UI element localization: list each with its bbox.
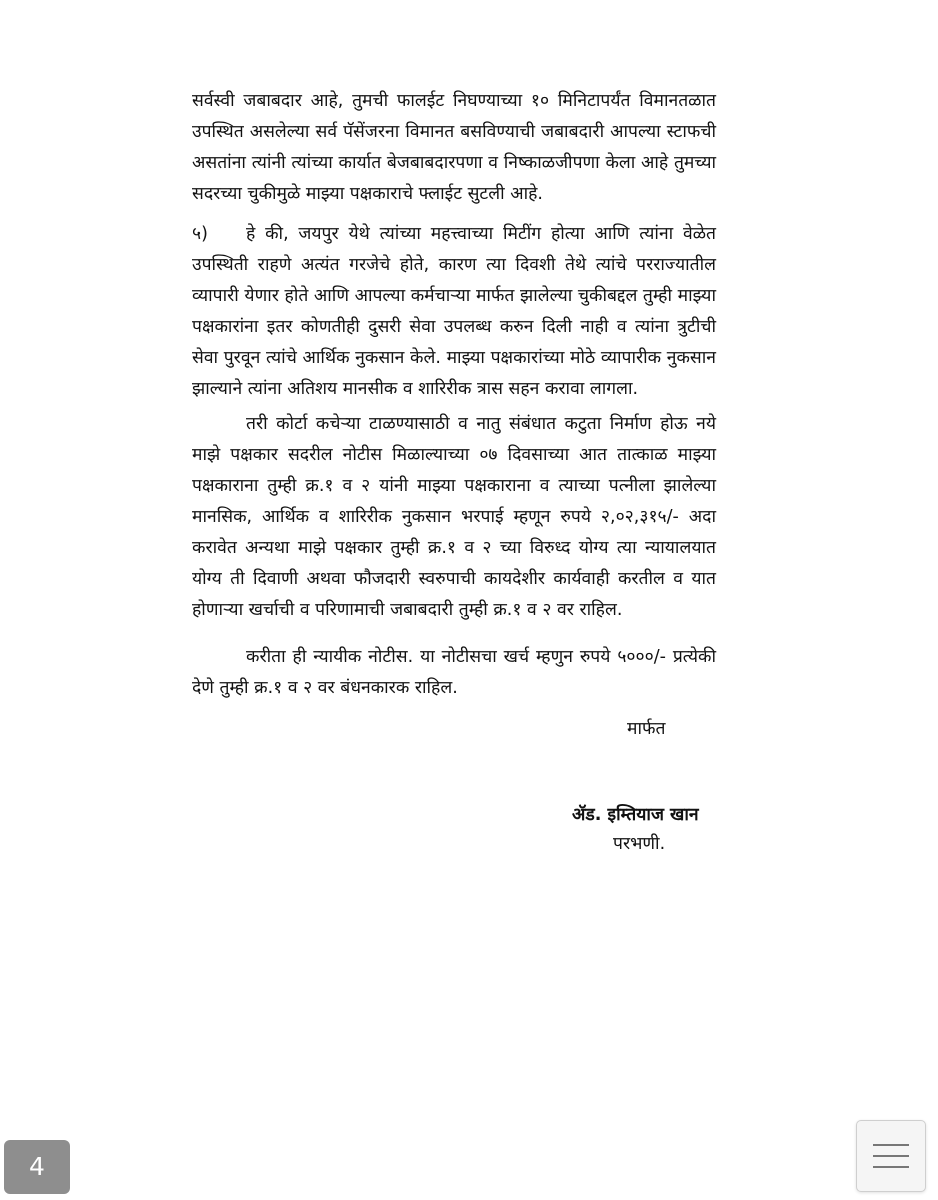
signature-name: ॲड. इम्तियाज खान — [572, 805, 699, 825]
paragraph-2-number: ५) — [192, 224, 208, 244]
signature-through: मार्फत — [627, 719, 666, 739]
paragraph-3: तरी कोर्टा कचेऱ्या टाळण्यासाठी व नातु संबंधात कटुता निर्माण होऊ नये माझे पक्षकार सदरील नोटीस मिळाल्याच्या ०७ दिवसाच्या आत तात्काळ माझ्या पक्षकाराना तुम्ही क्र.१ व २ यांनी माझ्या पक्षकाराना व त्याच्या पत्नीला झालेल्या मानसिक, आर्थिक व शारिरीक नुकसान भरपाई म्हणून रुपये २,०२,३१५/- अदा करावेत अन्यथा माझे पक्षकार तुम्ही क्र.१ व २ च्या विरुध्द योग्य त्या न्यायालयात योग्य ती दिवाणी अथवा फौजदारी स्वरुपाची कायदेशीर कार्यवाही करतील व यात होणाऱ्या खर्चाची व परिणामाची जबाबदारी तुम्ही क्र.१ व २ वर राहिल. — [192, 414, 716, 620]
paragraph-4: करीता ही न्यायीक नोटीस. या नोटीसचा खर्च म्हणुन रुपये ५०००/- प्रत्येकी देणे तुम्ही क्र.१ व २ वर बंधनकारक राहिल. — [192, 647, 716, 698]
paragraph-2 — [192, 219, 716, 405]
page-number-badge[interactable]: 4 — [4, 1140, 70, 1194]
paragraph-1: सर्वस्वी जबाबदार आहे, तुमची फालईट निघण्याच्या १० मिनिटापर्यंत विमानतळात उपस्थित असलेल्या सर्व पॅसेंजरना विमानत बसविण्याची जबाबदारी आपल्या स्टाफची असतांना त्यांनी त्यांच्या कार्यात बेजबाबदारपणा व निष्काळजीपणा केला आहे तुमच्या सदरच्या चुकीमुळे माझ्या पक्षकाराचे फ्लाईट सुटली आहे. — [192, 91, 716, 204]
document-body — [192, 86, 716, 704]
paragraph-2-text: हे की, जयपुर येथे त्यांच्या महत्त्वाच्या मिटींग होत्या आणि त्यांना वेळेत उपस्थिती राहणे अत्यंत गरजेचे होते, कारण त्या दिवशी तेथे त्यांचे परराज्यातील व्यापारी येणार होते आणि आपल्या कर्मचाऱ्या मार्फत झालेल्या चुकीबद्दल तुम्ही माझ्या पक्षकारांना इतर कोणतीही दुसरी सेवा उपलब्ध करुन दिली नाही व त्यांना त्रुटीची सेवा पुरवून त्यांचे आर्थिक नुकसान केले. माझ्या पक्षकारांच्या मोठे व्यापारीक नुकसान झाल्याने त्यांना अतिशय मानसीक व शारिरीक त्रास सहन करावा लागला. — [192, 224, 716, 399]
signature-place: परभणी. — [613, 834, 666, 854]
menu-button[interactable] — [856, 1120, 926, 1192]
